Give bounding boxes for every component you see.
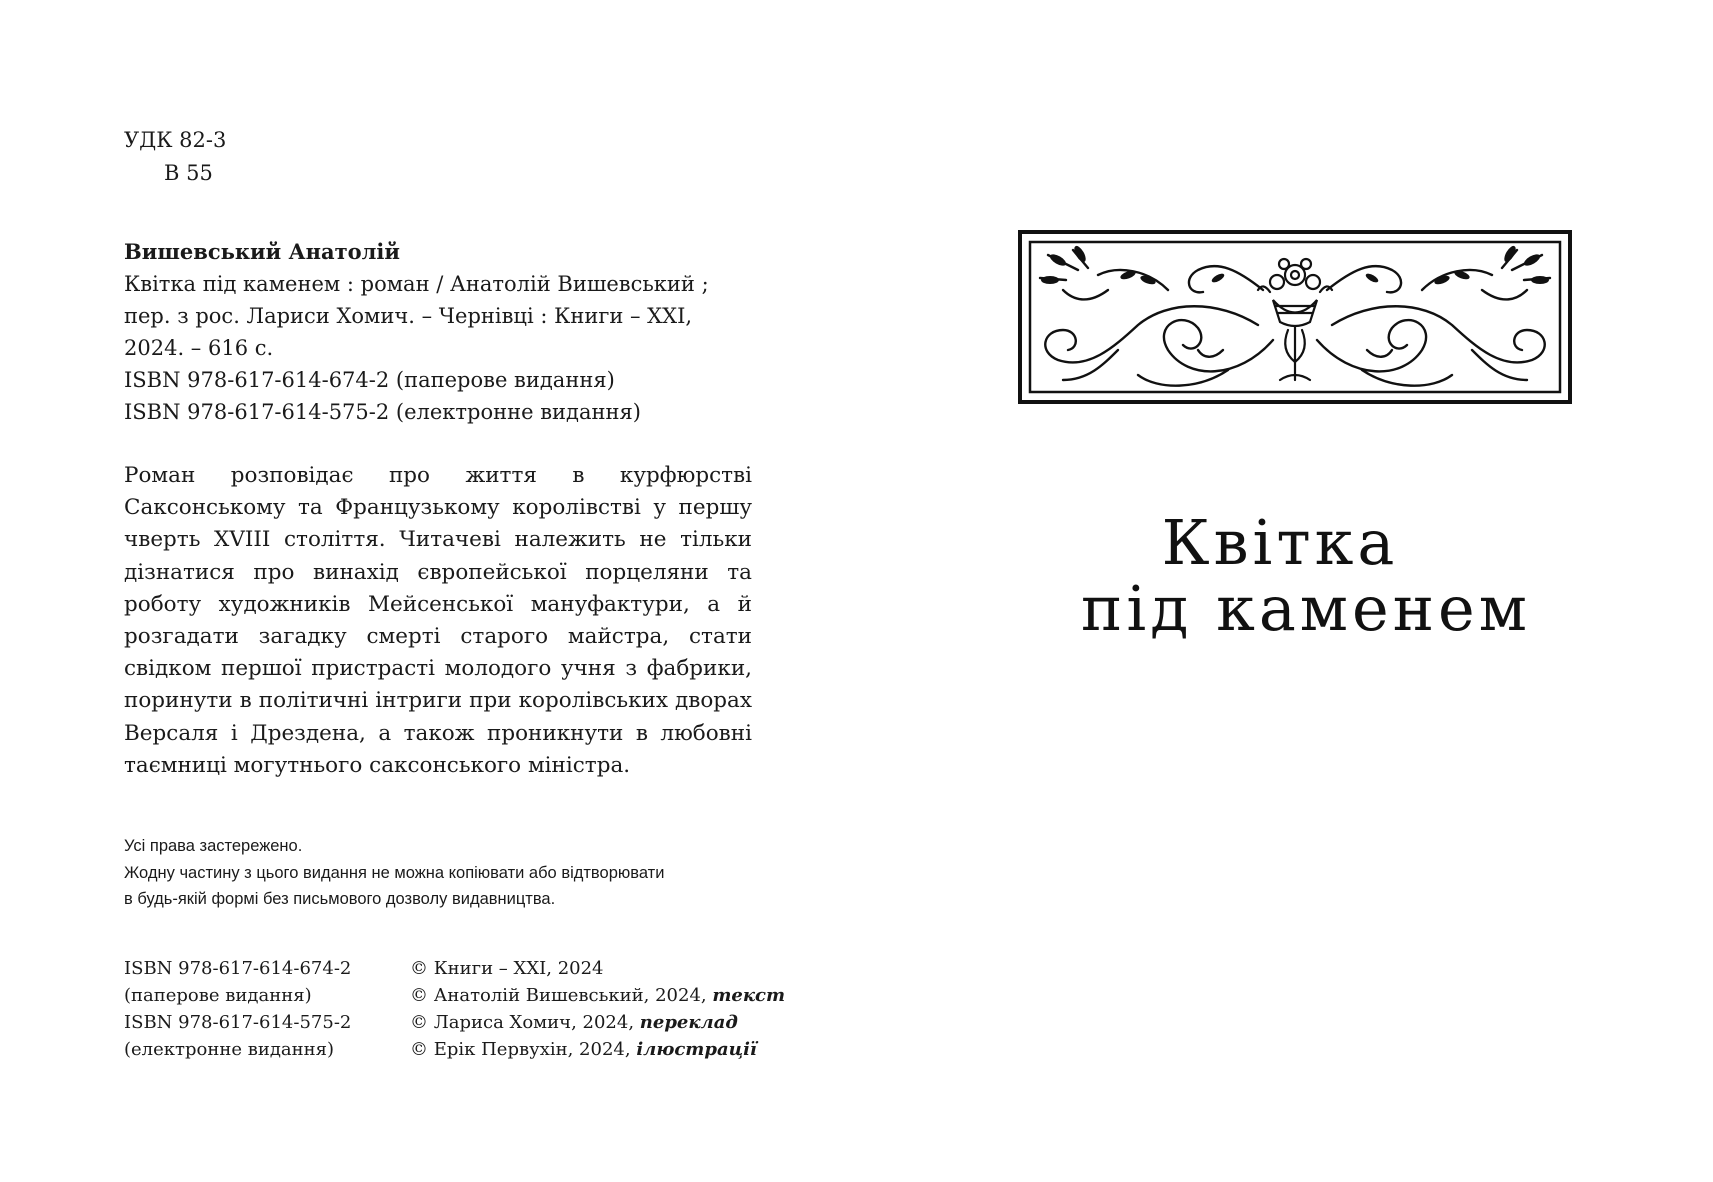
rights-line: в будь-якій формі без письмового дозволу видавництва.	[124, 890, 556, 908]
isbn-electronic: ISBN 978-617-614-575-2 (електронне видання)	[124, 400, 641, 424]
rights-line: Жодну частину з цього видання не можна копіювати або відтворювати	[124, 863, 665, 882]
book-title	[956, 506, 1656, 645]
udk-code: УДК 82-3	[124, 128, 227, 152]
ornament-vignette-icon	[1018, 230, 1572, 404]
left-page	[0, 0, 856, 1182]
copyright-line: © Книги – XXI, 2024	[410, 958, 604, 979]
copyright-line: © Лариса Хомич, 2024, переклад	[410, 1012, 738, 1033]
copyright-line: © Анатолій Вишевський, 2024, текст	[410, 985, 786, 1006]
bottom-isbn-block	[124, 955, 351, 1063]
title-line-2: під каменем	[1081, 572, 1531, 645]
isbn-edition: (паперове видання)	[124, 985, 312, 1006]
annotation: Роман розповідає про життя в курфюрстві Саксонському та Французькому королівстві у першу чверть XVIII століття. Читачеві належить не тільки дізнатися про винахід європейської порцеляни та роботу художників Мейсенської мануфактури, а й розгадати загадку смерті старого майстра, стати свідком першої пристрасті молодого учня з фабрики, поринути в політичні інтриги при королівських дворах Версаля і Дрездена, а також проникнути в любовні таємниці могутнього саксонського міністра.	[124, 463, 752, 778]
copyright-block	[410, 955, 785, 1063]
isbn-paper: ISBN 978-617-614-674-2 (паперове видання)	[124, 368, 615, 392]
copyright-role: ілюстрації	[636, 1039, 757, 1060]
isbn-edition: (електронне видання)	[124, 1039, 335, 1060]
isbn-block	[124, 364, 641, 428]
author-name: Вишевський Анатолій	[124, 239, 400, 264]
isbn-line: ISBN 978-617-614-575-2	[124, 1012, 352, 1033]
rights-notice	[124, 833, 764, 913]
rights-line: Усі права застережено.	[124, 837, 303, 855]
right-page	[856, 0, 1713, 1182]
title-line-1: Квітка	[1161, 506, 1399, 579]
udk-block	[124, 124, 226, 190]
copyright-line: © Ерік Первухін, 2024, ілюстрації	[410, 1039, 757, 1060]
isbn-line: ISBN 978-617-614-674-2	[124, 958, 352, 979]
copyright-role: переклад	[639, 1012, 738, 1033]
bibliographic-description: Квітка під каменем : роман / Анатолій Вишевський ; пер. з рос. Лариси Хомич. – Чернівці : Книги – XXI, 2024. – 616 с.	[124, 272, 709, 360]
author-mark: В 55	[164, 161, 213, 185]
copyright-role: текст	[712, 985, 786, 1006]
bibliographic-record	[124, 236, 754, 364]
